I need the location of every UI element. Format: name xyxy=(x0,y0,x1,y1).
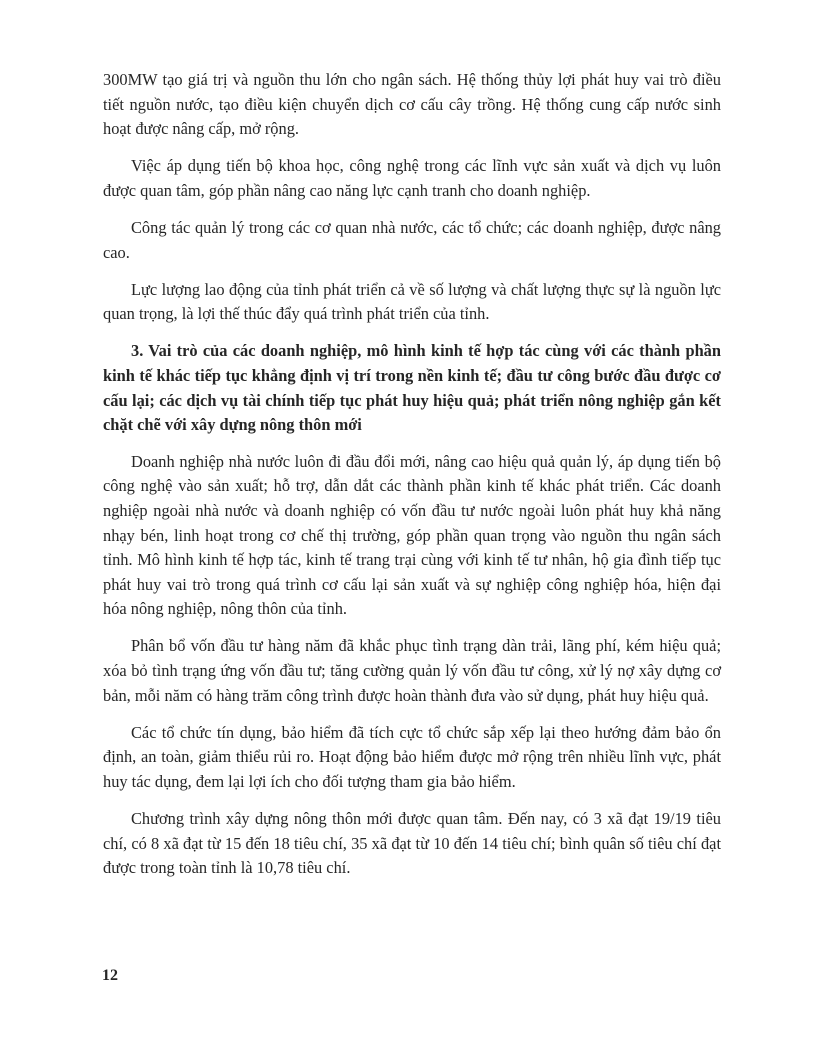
paragraph-management: Công tác quản lý trong các cơ quan nhà nước, các tổ chức; các doanh nghiệp, được nâng cao. xyxy=(103,217,721,262)
section-heading-3: 3. Vai trò của các doanh nghiệp, mô hình kinh tế hợp tác cùng với các thành phần kinh tế khác tiếp tục khẳng định vị trí trong nền kinh tế; đầu tư công bước đầu được cơ cấu lại; các dịch vụ tài chính tiếp tục phát huy hiệu quả; phát triển nông nghiệp gắn kết chặt chẽ với xây dựng nông thôn mới xyxy=(103,341,721,435)
document-page xyxy=(103,68,721,893)
paragraph-enterprises: Doanh nghiệp nhà nước luôn đi đầu đổi mới, nâng cao hiệu quả quản lý, áp dụng tiến bộ công nghệ vào sản xuất; hỗ trợ, dẫn dắt các thành phần kinh tế khác phát triển. Các doanh nghiệp ngoài nhà nước và doanh nghiệp có vốn đầu tư nước ngoài luôn phát huy khả năng nhạy bén, linh hoạt trong cơ chế thị trường, góp phần quan trọng vào nguồn thu ngân sách tỉnh. Mô hình kinh tế hợp tác, kinh tế trang trại cùng với kinh tế tư nhân, hộ gia đình tiếp tục phát huy vai trò trong quá trình cơ cấu lại sản xuất và sự nghiệp công nghiệp hóa, hiện đại hóa nông nghiệp, nông thôn của tỉnh. xyxy=(103,451,721,619)
paragraph-investment: Phân bổ vốn đầu tư hàng năm đã khắc phục tình trạng dàn trải, lãng phí, kém hiệu quả; xóa bỏ tình trạng ứng vốn đầu tư; tăng cường quản lý vốn đầu tư công, xử lý nợ xây dựng cơ bản, mỗi năm có hàng trăm công trình được hoàn thành đưa vào sử dụng, phát huy hiệu quả. xyxy=(103,636,721,705)
paragraph-science-technology: Việc áp dụng tiến bộ khoa học, công nghệ trong các lĩnh vực sản xuất và dịch vụ luôn được quan tâm, góp phần nâng cao năng lực cạnh tranh cho doanh nghiệp. xyxy=(103,156,721,200)
paragraph-continued: 300MW tạo giá trị và nguồn thu lớn cho ngân sách. Hệ thống thủy lợi phát huy vai trò điều tiết nguồn nước, tạo điều kiện chuyển dịch cơ cấu cây trồng. Hệ thống cung cấp nước sinh hoạt được nâng cấp, mở rộng. xyxy=(103,70,721,139)
paragraph-labor-force: Lực lượng lao động của tỉnh phát triển cả về số lượng và chất lượng thực sự là nguồn lực quan trọng, là lợi thế thúc đẩy quá trình phát triển của tỉnh. xyxy=(103,279,721,324)
page-number: 12 xyxy=(102,967,118,984)
paragraph-new-rural: Chương trình xây dựng nông thôn mới được quan tâm. Đến nay, có 3 xã đạt 19/19 tiêu chí, có 8 xã đạt từ 15 đến 18 tiêu chí, 35 xã đạt từ 10 đến 14 tiêu chí; bình quân số tiêu chí đạt được trong toàn tỉnh là 10,78 tiêu chí. xyxy=(103,808,721,878)
paragraph-credit-insurance: Các tổ chức tín dụng, bảo hiểm đã tích cực tổ chức sắp xếp lại theo hướng đảm bảo ổn định, an toàn, giảm thiểu rủi ro. Hoạt động bảo hiểm được mở rộng trên nhiều lĩnh vực, phát huy tác dụng, đem lại lợi ích cho đối tượng tham gia bảo hiểm. xyxy=(103,722,721,791)
